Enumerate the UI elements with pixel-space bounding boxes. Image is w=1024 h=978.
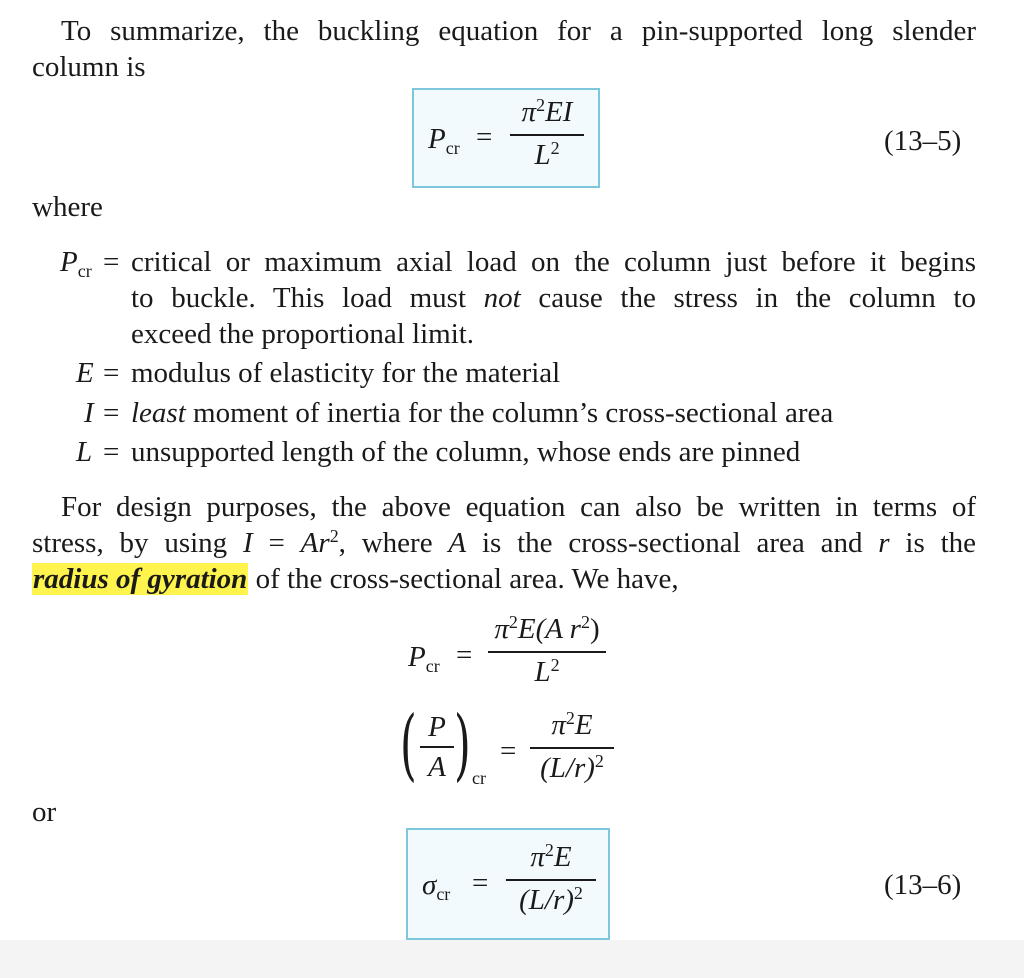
eq3-left-paren: ( [400,700,417,790]
eq3-equals: = [500,735,517,767]
eq4-fraction-bar [506,879,596,881]
def-pcr-symbol: $P_{cr}$ [60,246,92,282]
def-i-symbol: I [84,397,94,429]
def-pcr-text-1: critical or maximum axial load on the column just before it begins [131,246,976,278]
def-pcr-text-2: to buckle. This load must not cause the stress in the column to [131,282,976,314]
eq1-fraction: $\pi^2EI$ $L^2$ [510,95,584,175]
where-label: where [32,191,103,223]
intro-line-1: To summarize, the buckling equation for a pin-supported long slender [61,15,976,47]
eq3-inner-fraction: P A [420,710,454,784]
eq3-right-paren: ) [454,700,471,790]
def-e-equals: = [103,357,120,389]
equation-number-13-5: (13–5) [884,125,962,157]
eq2-equals: = [456,639,473,671]
eq1-equals: = [476,121,493,153]
or-label: or [32,796,57,828]
eq3-fraction: $\pi^2E$ $(L/r)^2$ [530,708,614,788]
eq2-fraction: $\pi^2E(A$ $r^2$) $L^2$ [488,612,606,692]
def-i-equals: = [103,397,120,429]
eq4-lhs: $\sigma_{cr}$ [422,869,451,905]
eq3-fraction-bar [530,747,614,749]
def-e-text: modulus of elasticity for the material [131,357,561,389]
design-line-3: radius of gyration of the cross-sectional area. We have, [33,563,679,595]
eq1-fraction-bar [510,134,584,136]
eq4-equals: = [472,867,489,899]
page-bottom-band [0,940,1024,978]
def-l-symbol: L [76,436,93,468]
eq4-fraction: $\pi^2E$ $(L/r)^2$ [506,840,596,920]
def-i-text: least moment of inertia for the column’s cross-sectional area [131,397,834,429]
eq2-fraction-bar [488,651,606,653]
eq1-lhs: $P_{cr}$ [428,123,460,159]
eq2-lhs: $P_{cr}$ [408,641,440,677]
def-l-equals: = [103,436,120,468]
design-line-2: stress, by using $I = Ar^2$, where A is the cross-sectional area and r is the [32,526,977,559]
def-e-symbol: E [76,357,94,389]
intro-line-2: column is [32,51,146,83]
design-line-1: For design purposes, the above equation can also be written in terms of [61,491,976,523]
eq3-subscript: cr [472,768,486,788]
eq3-inner-bar [420,746,454,748]
highlight-radius-of-gyration: radius of gyration [33,563,248,595]
def-pcr-text-3: exceed the proportional limit. [131,318,475,350]
equation-number-13-6: (13–6) [884,869,962,901]
def-pcr-equals: = [103,246,120,278]
def-l-text: unsupported length of the column, whose ends are pinned [131,436,801,468]
